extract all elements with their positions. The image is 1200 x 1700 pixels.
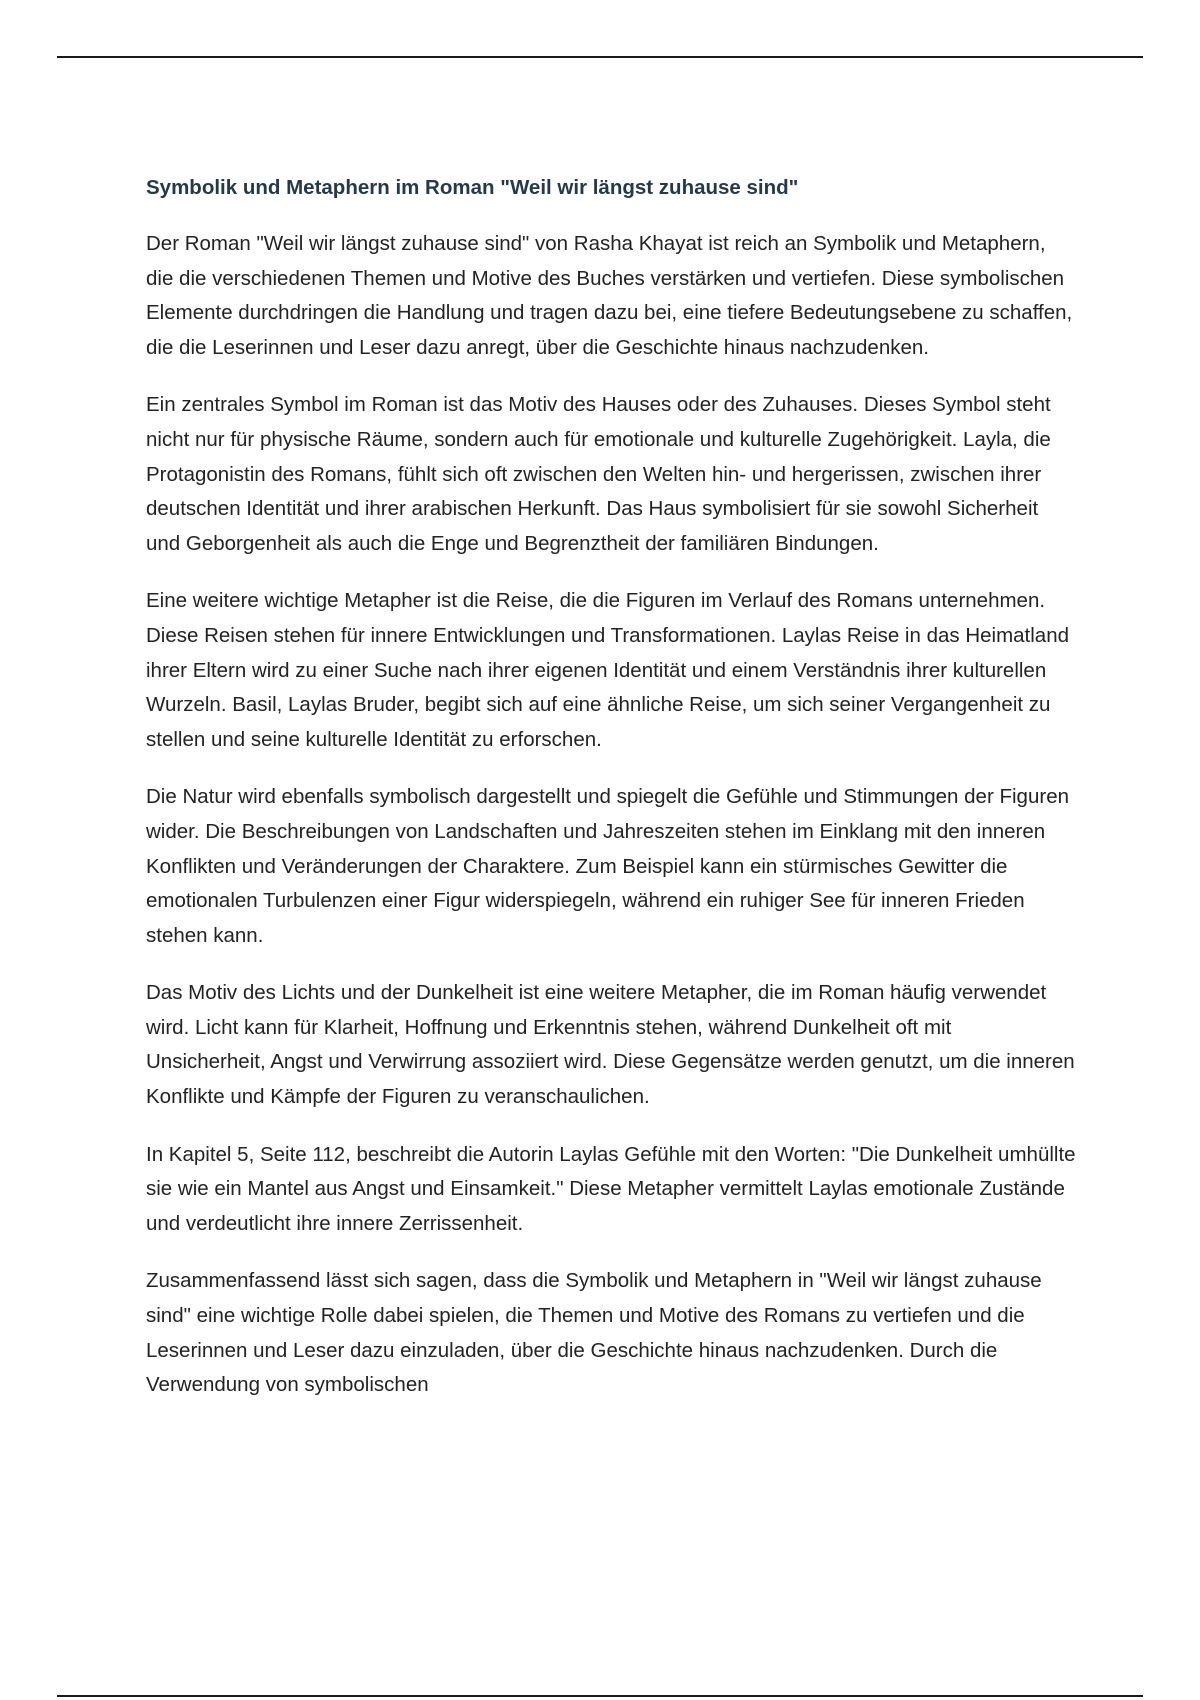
paragraph-quote-chapter5: In Kapitel 5, Seite 112, beschreibt die Autorin Laylas Gefühle mit den Worten: "Die Dunkelheit umhüllte sie wie ein Mantel aus Angst und Einsamkeit." Diese Metapher vermittelt Laylas emotionale Zustände und verdeutlicht ihre innere Zerrissenheit.	[146, 1142, 1076, 1235]
paragraph-introduction: Der Roman "Weil wir längst zuhause sind" von Rasha Khayat ist reich an Symbolik und Metaphern, die die verschiedenen Themen und Motive des Buches verstärken und vertiefen. Diese symbolischen Elemente durchdringen die Handlung und tragen dazu bei, eine tiefere Bedeutungsebene zu schaffen, die die Leserinnen und Leser dazu anregt, über die Geschichte hinaus nachzudenken.	[146, 232, 1073, 359]
paragraph-journey-metaphor: Eine weitere wichtige Metapher ist die Reise, die die Figuren im Verlauf des Romans unternehmen. Diese Reisen stehen für innere Entwicklungen und Transformationen. Laylas Reise in das Heimatland ihrer Eltern wird zu einer Suche nach ihrer eigenen Identität und einem Verständnis ihrer kulturellen Wurzeln. Basil, Laylas Bruder, begibt sich auf eine ähnliche Reise, um sich seiner Vergangenheit zu stellen und seine kulturelle Identität zu erforschen.	[146, 589, 1070, 751]
paragraph-house-symbol: Ein zentrales Symbol im Roman ist das Motiv des Hauses oder des Zuhauses. Dieses Symbol steht nicht nur für physische Räume, sondern auch für emotionale und kulturelle Zugehörigkeit. Layla, die Protagonistin des Romans, fühlt sich oft zwischen den Welten hin- und hergerissen, zwischen ihrer deutschen Identität und ihrer arabischen Herkunft. Das Haus symbolisiert für sie sowohl Sicherheit und Geborgenheit als auch die Enge und Begrenztheit der familiären Bindungen.	[146, 393, 1051, 555]
bottom-divider	[57, 1695, 1143, 1697]
page-title: Symbolik und Metaphern im Roman "Weil wir längst zuhause sind"	[146, 176, 799, 199]
paragraph-conclusion: Zusammenfassend lässt sich sagen, dass die Symbolik und Metaphern in "Weil wir längst zuhause sind" eine wichtige Rolle dabei spielen, die Themen und Motive des Romans zu vertiefen und die Leserinnen und Leser dazu einzuladen, über die Geschichte hinaus nachzudenken. Durch die Verwendung von symbolischen	[146, 1269, 1042, 1397]
paragraph-nature-symbolism: Die Natur wird ebenfalls symbolisch dargestellt und spiegelt die Gefühle und Stimmungen der Figuren wider. Die Beschreibungen von Landschaften und Jahreszeiten stehen im Einklang mit den inneren Konflikten und Veränderungen der Charaktere. Zum Beispiel kann ein stürmisches Gewitter die emotionalen Turbulenzen einer Figur widerspiegeln, während ein ruhiger See für inneren Frieden stehen kann.	[146, 785, 1069, 947]
top-divider	[57, 56, 1143, 58]
paragraph-light-darkness: Das Motiv des Lichts und der Dunkelheit ist eine weitere Metapher, die im Roman häufig verwendet wird. Licht kann für Klarheit, Hoffnung und Erkenntnis stehen, während Dunkelheit oft mit Unsicherheit, Angst und Verwirrung assoziiert wird. Diese Gegensätze werden genutzt, um die inneren Konflikte und Kämpfe der Figuren zu veranschaulichen.	[146, 981, 1075, 1109]
document-body	[146, 173, 1076, 1426]
